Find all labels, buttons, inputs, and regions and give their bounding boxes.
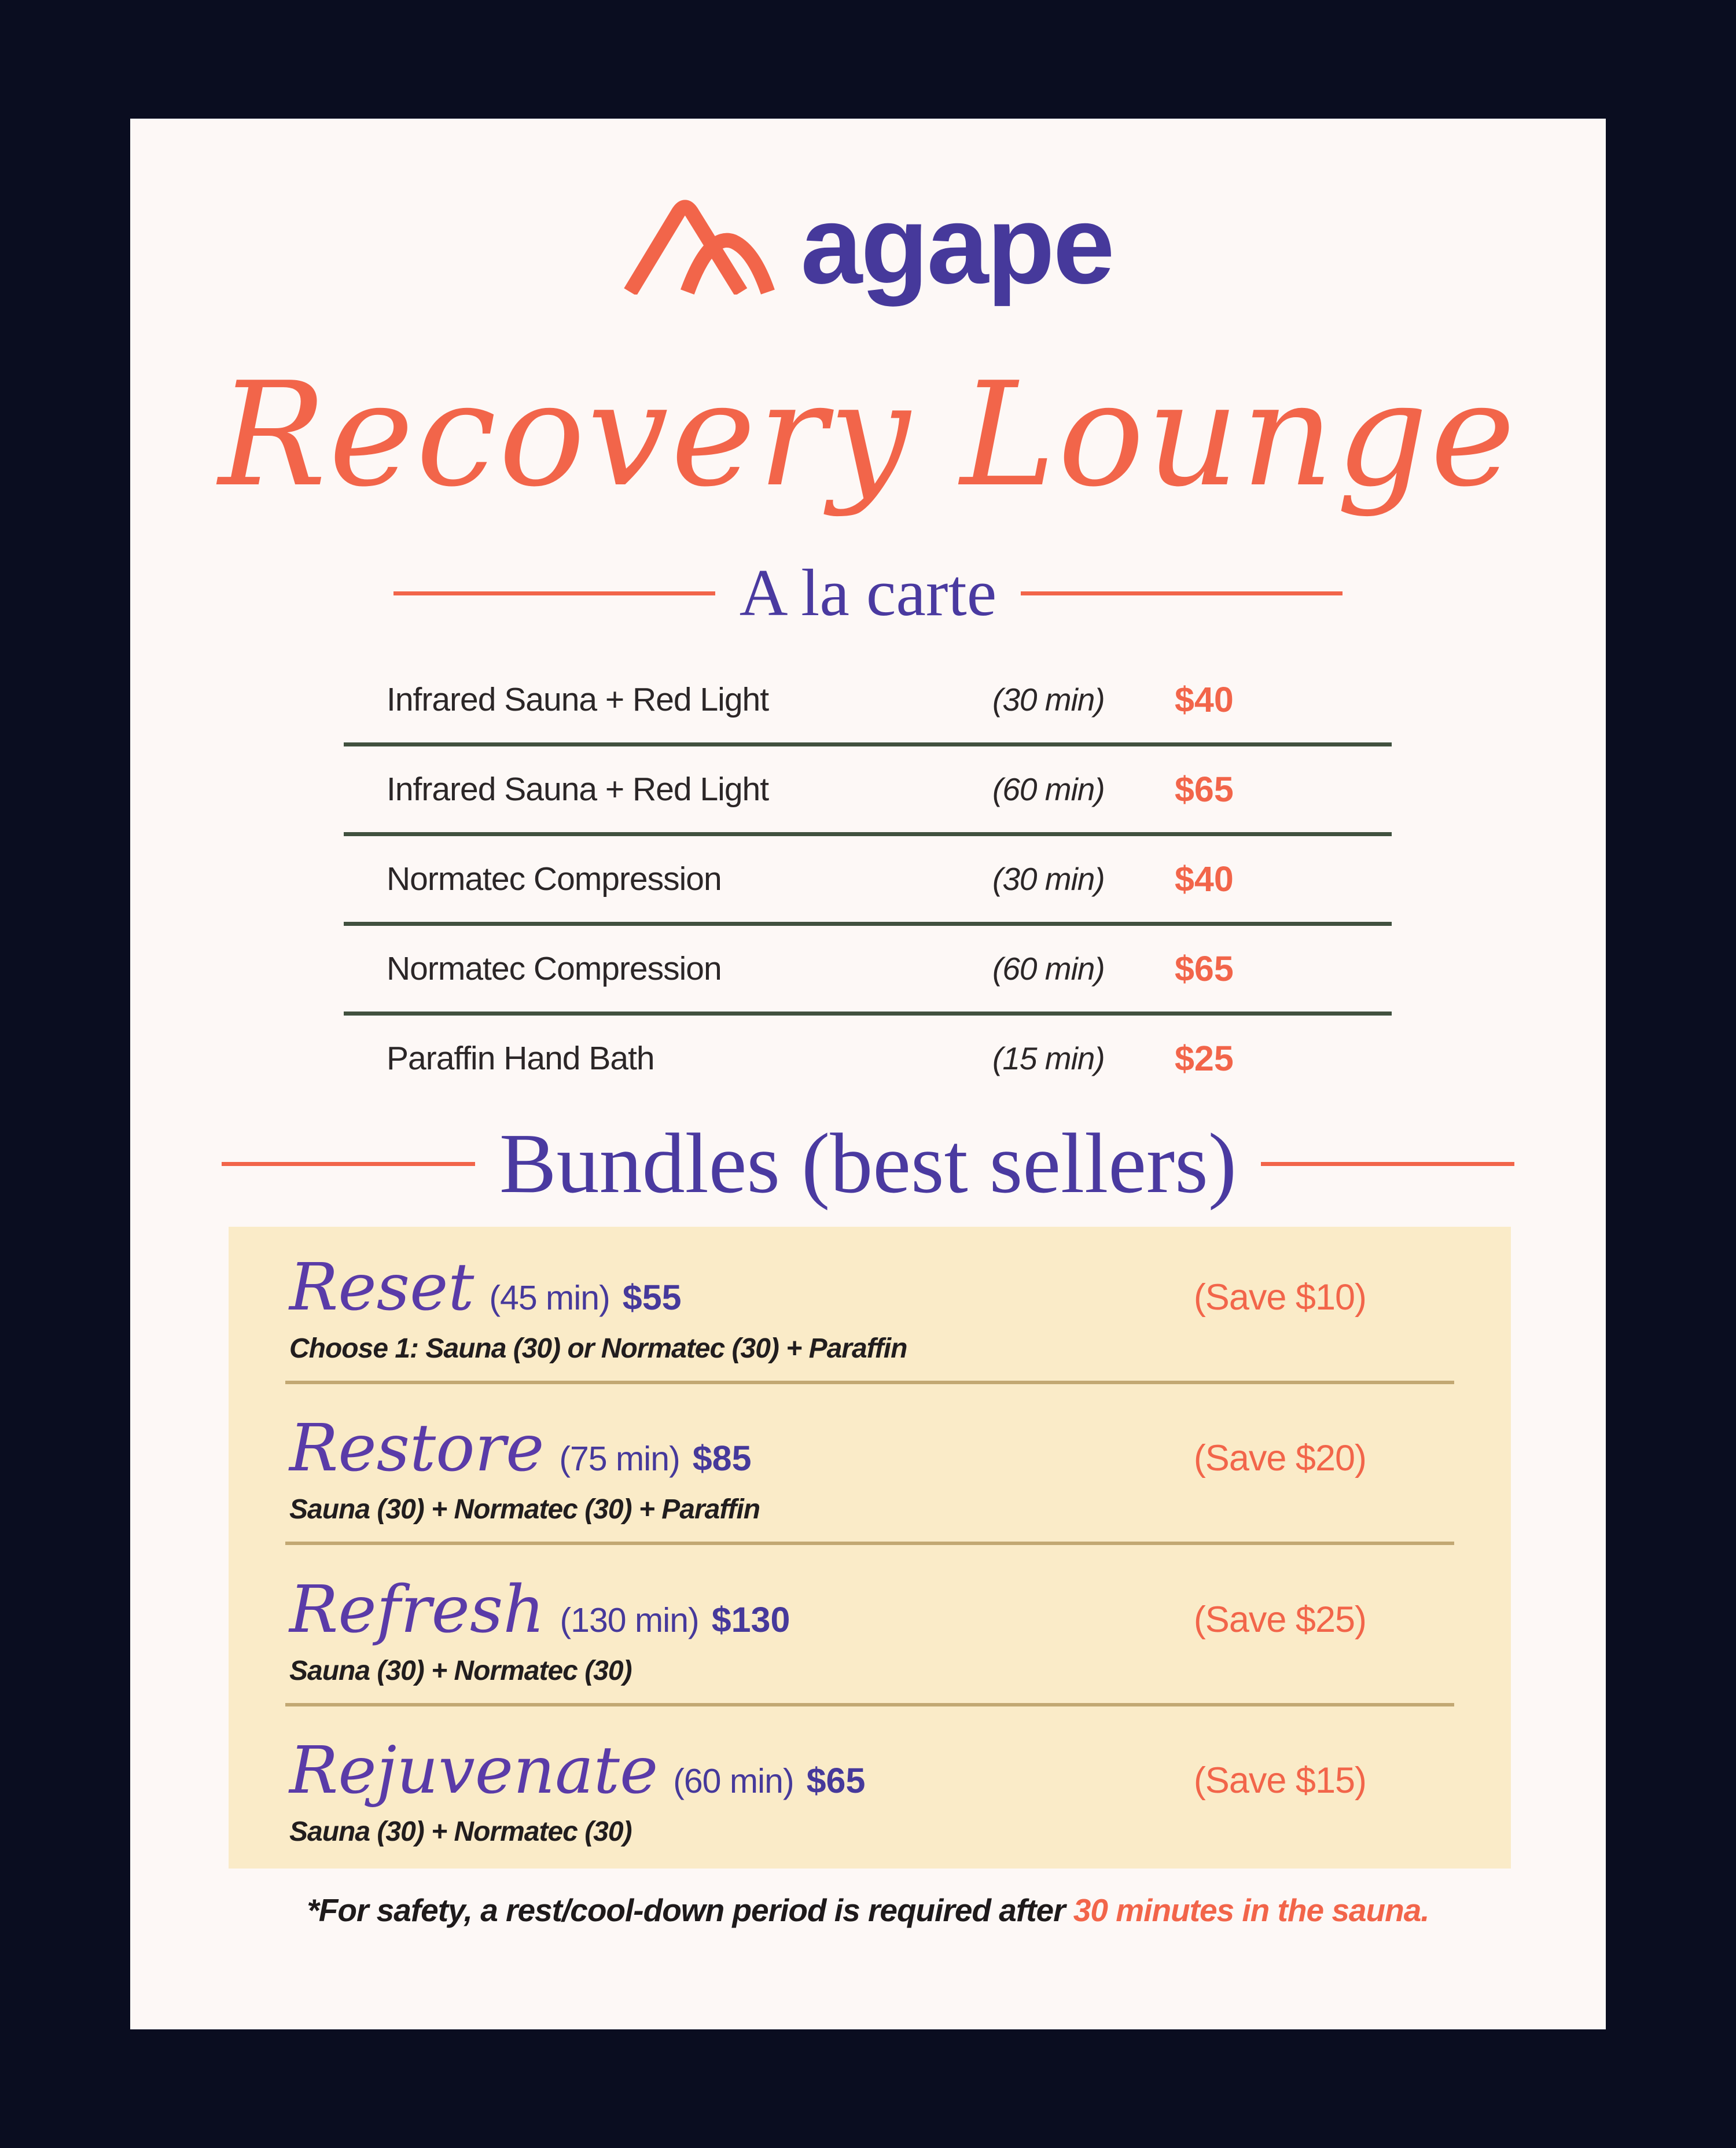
item-duration: (60 min) (992, 771, 1105, 807)
bundle-price: $65 (806, 1760, 866, 1800)
bundle-name: Refresh (289, 1572, 545, 1647)
bundles-heading-text: Bundles (best sellers) (499, 1116, 1237, 1211)
item-price: $40 (1175, 859, 1234, 899)
bundles-panel (229, 1227, 1511, 1869)
row-separator (344, 922, 1392, 926)
decor-line-left (393, 591, 715, 595)
brand-wordmark: agape (800, 182, 1113, 307)
bundle-row (229, 1716, 1511, 1855)
safety-note-text: *For safety, a rest/cool-down period is required after (307, 1892, 1073, 1928)
bundle-title-row (289, 1411, 1366, 1487)
bundle-duration: (130 min) (560, 1601, 699, 1639)
bundle-price: $55 (622, 1278, 682, 1317)
row-separator (344, 742, 1392, 746)
section-heading-bundles (130, 1116, 1606, 1211)
bundle-save: (Save $15) (1193, 1760, 1366, 1801)
bundle-row (229, 1233, 1511, 1371)
row-separator (344, 1012, 1392, 1016)
bundle-row (229, 1555, 1511, 1694)
item-price: $65 (1175, 949, 1234, 988)
bundle-duration: (75 min) (559, 1440, 680, 1478)
item-duration: (15 min) (992, 1040, 1105, 1076)
item-duration: (60 min) (992, 951, 1105, 987)
bundle-title-row (289, 1572, 1366, 1647)
safety-note-highlight: 30 minutes in the sauna. (1073, 1892, 1429, 1928)
bundle-price: $130 (711, 1599, 790, 1639)
item-price: $65 (1175, 770, 1234, 809)
bundle-row (229, 1393, 1511, 1532)
item-name: Paraffin Hand Bath (387, 1040, 654, 1077)
page-title: Recovery Lounge (218, 352, 1518, 518)
bundle-price: $85 (692, 1439, 752, 1478)
alacarte-table (344, 657, 1392, 1101)
item-duration: (30 min) (992, 682, 1105, 718)
bundle-description: Choose 1: Sauna (30) or Normatec (30) + Paraffin (289, 1333, 907, 1364)
bundle-description: Sauna (30) + Normatec (30) (289, 1655, 632, 1686)
bundle-duration: (45 min) (489, 1279, 610, 1317)
table-row (344, 746, 1392, 832)
bundle-name: Rejuvenate (289, 1733, 659, 1808)
table-row (344, 657, 1392, 742)
item-name: Infrared Sauna + Red Light (387, 681, 769, 718)
bundle-description: Sauna (30) + Normatec (30) (289, 1816, 632, 1847)
item-name: Normatec Compression (387, 860, 722, 898)
table-row (344, 926, 1392, 1012)
safety-note (130, 1892, 1606, 1929)
decor-line-left (222, 1162, 475, 1166)
bundle-name: Restore (289, 1411, 545, 1487)
item-duration: (30 min) (992, 861, 1105, 897)
brand-logo (130, 182, 1606, 307)
row-separator (344, 832, 1392, 836)
agape-logo-icon (623, 195, 775, 295)
bundle-duration: (60 min) (673, 1761, 794, 1800)
bundle-divider (285, 1381, 1454, 1384)
menu-card (130, 119, 1606, 2029)
item-price: $25 (1175, 1039, 1234, 1078)
bundle-divider (285, 1542, 1454, 1545)
table-row (344, 836, 1392, 922)
bundle-description: Sauna (30) + Normatec (30) + Paraffin (289, 1494, 760, 1525)
decor-line-right (1261, 1162, 1514, 1166)
table-row (344, 1016, 1392, 1101)
item-name: Infrared Sauna + Red Light (387, 771, 769, 808)
alacarte-heading-text: A la carte (739, 556, 997, 630)
bundle-save: (Save $20) (1193, 1438, 1366, 1479)
bundle-save: (Save $25) (1193, 1599, 1366, 1640)
item-name: Normatec Compression (387, 950, 722, 987)
decor-line-right (1021, 591, 1343, 595)
item-price: $40 (1175, 680, 1234, 719)
section-heading-alacarte (130, 556, 1606, 630)
bundle-title-row (289, 1735, 1366, 1807)
bundle-name: Reset (289, 1250, 475, 1325)
bundle-title-row (289, 1252, 1366, 1323)
bundle-divider (285, 1703, 1454, 1706)
bundle-save: (Save $10) (1193, 1277, 1366, 1318)
